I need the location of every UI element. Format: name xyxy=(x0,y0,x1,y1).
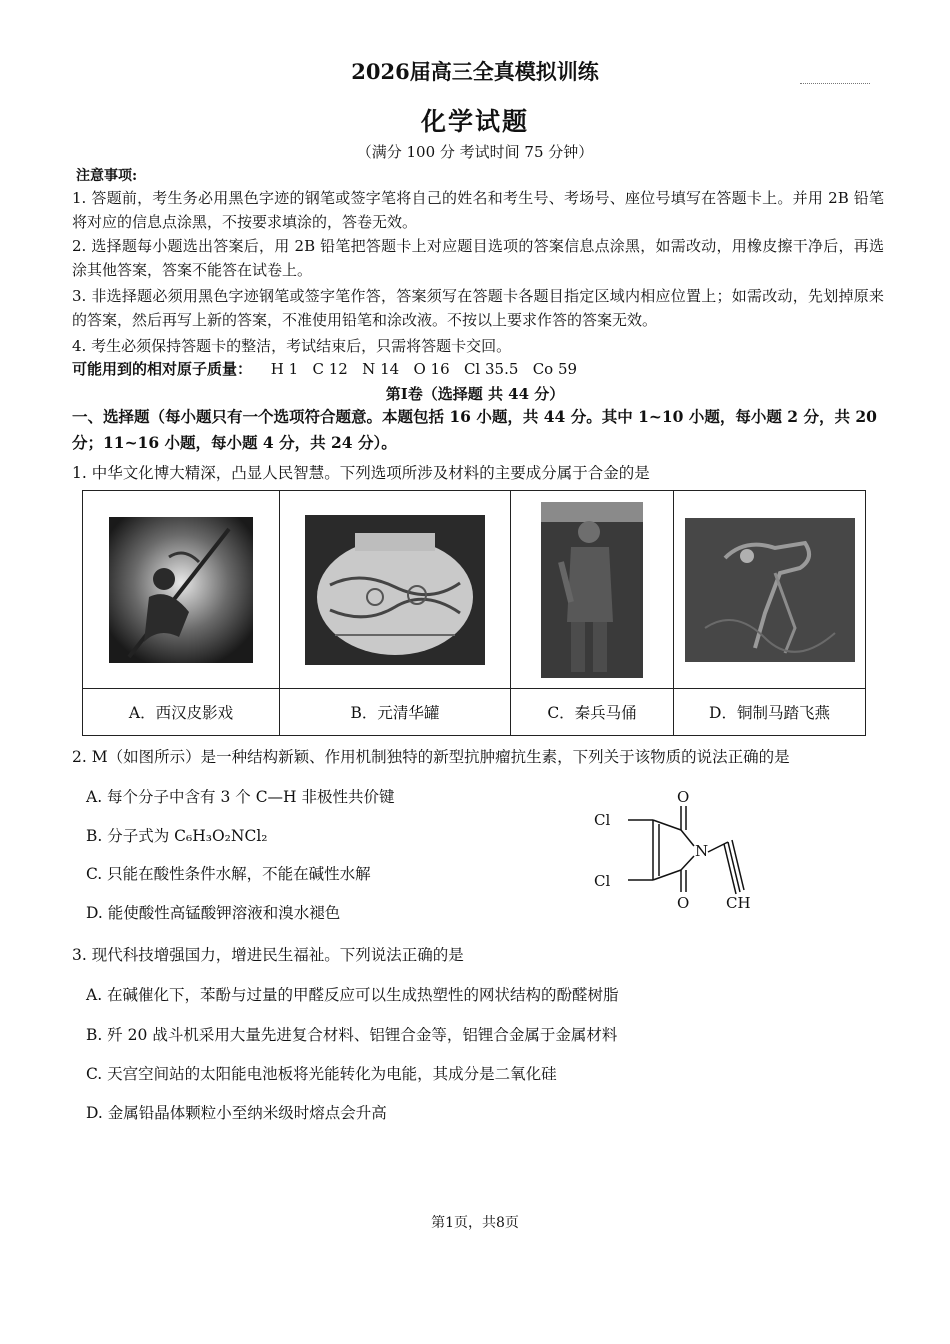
question-2-option-d: D. 能使酸性高锰酸钾溶液和溴水褪色 xyxy=(86,904,341,922)
molecule-cl-bottom: Cl xyxy=(594,872,611,890)
molecule-structure xyxy=(580,780,780,920)
notes-heading: 注意事项: xyxy=(76,168,138,184)
note-item: 2. 选择题每小题选出答案后，用 2B 铅笔把答题卡上对应题目选项的答案信息点涂黑，如需改动，用橡皮擦干净后，再选涂其他答案，答案不能答在试卷上。 xyxy=(72,237,884,279)
bronze-horse-image xyxy=(685,518,855,662)
option-d-caption: D．铜制马踏飞燕 xyxy=(674,689,866,736)
part1-instructions: 一、选择题（每小题只有一个选项符合题意。本题包括 16 小题，共 44 分。其中 1~10 小题，每小题 2 分，共 20 分；11~16 小题，每小题 4 分，共 24 分）。 xyxy=(72,407,877,452)
atomic-masses xyxy=(72,358,577,379)
note-item: 4. 考生必须保持答题卡的整洁，考试结束后，只需将答题卡交回。 xyxy=(72,337,512,355)
question-3-stem: 3. 现代科技增强国力，增进民生福祉。下列说法正确的是 xyxy=(72,946,464,964)
terracotta-warrior-image xyxy=(541,502,643,678)
molecule-o-bottom: O xyxy=(677,894,690,912)
atomic-mass: C 12 xyxy=(312,360,348,378)
subject-title: 化学试题 xyxy=(420,107,529,136)
option-b-caption: B．元清华罐 xyxy=(280,689,511,736)
molecule-cl-top: Cl xyxy=(594,811,611,829)
molecule-ch: CH xyxy=(726,894,751,912)
section-heading: 第Ⅰ卷（选择题 共 44 分） xyxy=(385,385,565,403)
atomic-mass: N 14 xyxy=(362,360,400,378)
question-3-option-c: C. 天宫空间站的太阳能电池板将光能转化为电能，其成分是二氧化硅 xyxy=(86,1065,557,1083)
molecule-o-top: O xyxy=(677,788,690,806)
exam-title: 2026届高三全真模拟训练 xyxy=(351,59,599,84)
atomic-masses-label: 可能用到的相对原子质量： xyxy=(72,360,253,378)
image-cell xyxy=(511,491,674,689)
exam-info: （满分 100 分 考试时间 75 分钟） xyxy=(356,143,594,161)
question-1-table xyxy=(82,490,866,736)
shadow-puppet-image xyxy=(109,517,253,663)
atomic-mass: O 16 xyxy=(413,360,450,378)
question-2-stem: 2. M（如图所示）是一种结构新颖、作用机制独特的新型抗肿瘤抗生素，下列关于该物质的说法正确的是 xyxy=(72,748,790,766)
question-1-stem: 1. 中华文化博大精深，凸显人民智慧。下列选项所涉及材料的主要成分属于合金的是 xyxy=(72,464,650,482)
image-cell xyxy=(83,491,280,689)
molecule-n: N xyxy=(695,842,709,860)
question-2-option-b: B. 分子式为 C₆H₃O₂NCl₂ xyxy=(86,827,268,845)
image-cell xyxy=(280,491,511,689)
atomic-mass: Co 59 xyxy=(532,360,578,378)
image-cell xyxy=(674,491,866,689)
option-a-caption: A．西汉皮影戏 xyxy=(83,689,280,736)
atomic-mass: Cl 35.5 xyxy=(463,360,519,378)
question-3-option-a: A. 在碱催化下，苯酚与过量的甲醛反应可以生成热塑性的网状结构的酚醛树脂 xyxy=(86,986,619,1004)
question-2-option-c: C. 只能在酸性条件水解，不能在碱性水解 xyxy=(86,865,371,883)
porcelain-jar-image xyxy=(305,515,485,665)
option-c-caption: C．秦兵马俑 xyxy=(511,689,674,736)
note-item: 3. 非选择题必须用黑色字迹钢笔或签字笔作答，答案须写在答题卡各题目指定区域内相应位置上；如需改动，先划掉原来的答案，然后再写上新的答案，不准使用铅笔和涂改液。不按以上要求作答的答案无效。 xyxy=(72,287,884,329)
note-item: 1. 答题前，考生务必用黑色字迹的钢笔或签字笔将自己的姓名和考生号、考场号、座位号填写在答题卡上。并用 2B 铅笔将对应的信息点涂黑，不按要求填涂的，答卷无效。 xyxy=(72,189,884,231)
question-2-option-a: A. 每个分子中含有 3 个 C—H 非极性共价键 xyxy=(86,788,395,806)
atomic-mass: H 1 xyxy=(270,360,299,378)
page-number: 第1页，共8页 xyxy=(431,1215,519,1231)
question-3-option-b: B. 歼 20 战斗机采用大量先进复合材料、铝锂合金等，铝锂合金属于金属材料 xyxy=(86,1026,618,1044)
question-3-option-d: D. 金属铅晶体颗粒小至纳米级时熔点会升高 xyxy=(86,1104,387,1122)
